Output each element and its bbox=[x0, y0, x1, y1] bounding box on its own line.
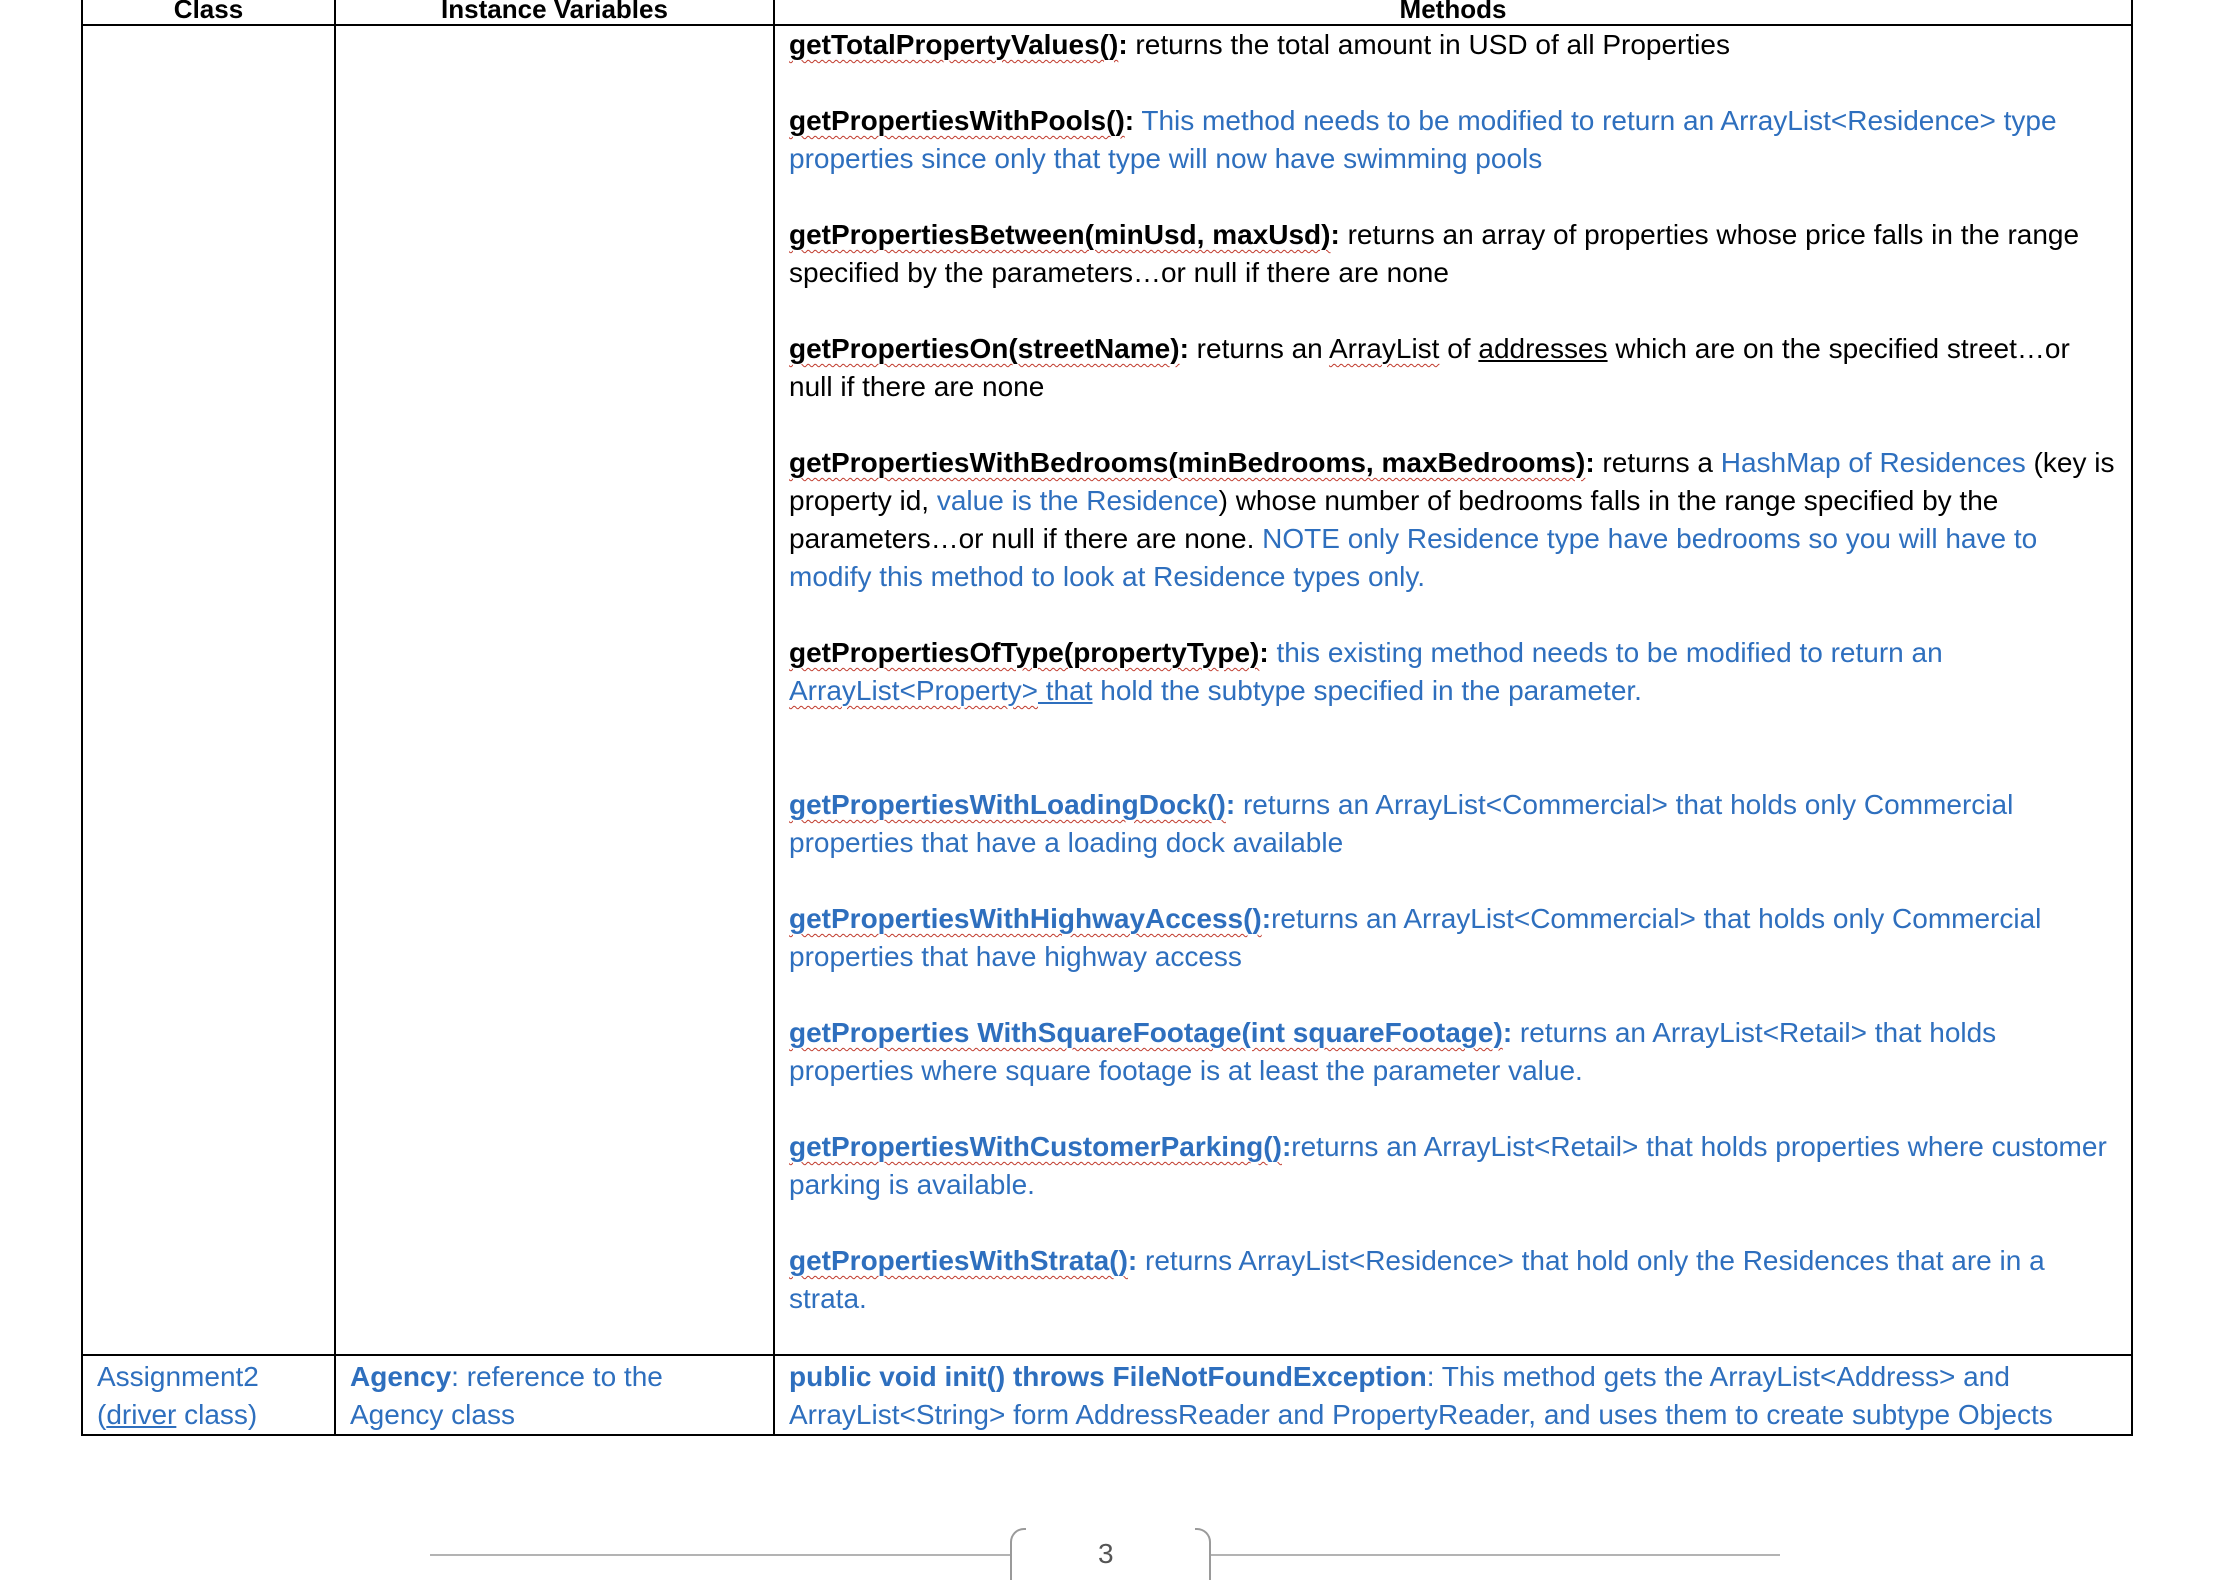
class-spec-table bbox=[81, 0, 2133, 1436]
method-entry: getPropertiesWithBedrooms(minBedrooms, maxBedrooms): returns a HashMap of Residences (key is property id, value is the Residence) whose number of bedrooms falls in the range specified by the parameters…or null if there are none. NOTE only Residence type have bedrooms so you will have to modify this method to look at Residence types only. bbox=[789, 447, 2115, 592]
method-description: returns an ArrayList<Retail> that holds properties where square footage is at least the parameter value. bbox=[789, 1017, 1997, 1086]
class-name: Assignment2 bbox=[97, 1361, 259, 1392]
class-cell-empty bbox=[82, 25, 335, 1355]
method-entry: getPropertiesWithPools(): This method needs to be modified to return an ArrayList<Residence> type properties since only that type will now have swimming pools bbox=[789, 105, 2057, 174]
method-entry: getPropertiesWithStrata(): returns ArrayList<Residence> that hold only the Residences that are in a strata. bbox=[789, 1245, 2045, 1314]
page-number: 3 bbox=[1098, 1538, 1114, 1569]
method-entry: getPropertiesWithLoadingDock(): returns an ArrayList<Commercial> that holds only Commercial properties that have a loading dock available bbox=[789, 789, 2014, 858]
header-methods: Methods bbox=[774, 0, 2132, 25]
method-description: : This method gets the ArrayList<Address> and ArrayList<String> form AddressReader and PropertyReader, and uses them to create subtype Objects bbox=[789, 1361, 2053, 1430]
method-description: returns an ArrayList<Retail> that holds properties where customer parking is available. bbox=[789, 1131, 2107, 1200]
method-signature: getPropertiesWithHighwayAccess() bbox=[789, 903, 1262, 934]
vars-cell-empty bbox=[335, 25, 774, 1355]
method-description: returns an ArrayList<Commercial> that holds only Commercial properties that have a loading dock available bbox=[789, 789, 2014, 858]
variable-name: Agency bbox=[350, 1361, 452, 1392]
method-signature: getPropertiesWithPools() bbox=[789, 105, 1125, 136]
method-signature: getPropertiesWithBedrooms(minBedrooms, maxBedrooms) bbox=[789, 447, 1586, 478]
header-instance-variables: Instance Variables bbox=[335, 0, 774, 25]
variable-description: : reference to the Agency class bbox=[350, 1361, 663, 1430]
method-description: returns an ArrayList<Commercial> that holds only Commercial properties that have highway access bbox=[789, 903, 2042, 972]
method-signature: getPropertiesWithLoadingDock() bbox=[789, 789, 1226, 820]
agency-row bbox=[82, 25, 2132, 1355]
methods-cell bbox=[774, 25, 2132, 1355]
method-signature: getPropertiesBetween(minUsd, maxUsd) bbox=[789, 219, 1331, 250]
method-description: returns an array of properties whose price falls in the range specified by the parameters…or null if there are none bbox=[789, 219, 2080, 288]
method-entry: getPropertiesOfType(propertyType): this existing method needs to be modified to return an ArrayList<Property> that hold the subtype specified in the parameter. bbox=[789, 637, 1943, 706]
footer-bracket-right bbox=[1195, 1528, 1211, 1580]
header-row bbox=[82, 0, 2132, 25]
footer-bracket-left bbox=[1010, 1528, 1026, 1580]
method-signature: getPropertiesWithCustomerParking() bbox=[789, 1131, 1282, 1162]
method-entry: getPropertiesOn(streetName): returns an ArrayList of addresses which are on the specified street…or null if there are none bbox=[789, 333, 2070, 402]
class-cell-assignment2: Assignment2 (driver class) bbox=[82, 1355, 335, 1435]
method-signature: getTotalPropertyValues() bbox=[789, 29, 1119, 60]
page-footer bbox=[430, 1520, 1780, 1567]
method-signature: public void init() throws FileNotFoundException bbox=[789, 1361, 1427, 1392]
method-entry: getTotalPropertyValues(): returns the total amount in USD of all Properties bbox=[789, 29, 1730, 60]
header-class: Class bbox=[82, 0, 335, 25]
method-entry: getPropertiesWithHighwayAccess():returns an ArrayList<Commercial> that holds only Commercial properties that have highway access bbox=[789, 903, 2042, 972]
vars-cell-agency bbox=[335, 1355, 774, 1435]
method-entry: getPropertiesBetween(minUsd, maxUsd): returns an array of properties whose price falls in the range specified by the parameters…or null if there are none bbox=[789, 219, 2080, 288]
assignment2-row bbox=[82, 1355, 2132, 1435]
footer-rule-left bbox=[430, 1554, 1010, 1556]
method-description: returns the total amount in USD of all Properties bbox=[1127, 29, 1730, 60]
method-signature: getPropertiesWithStrata() bbox=[789, 1245, 1128, 1276]
method-entry: getPropertiesWithCustomerParking():returns an ArrayList<Retail> that holds properties where customer parking is available. bbox=[789, 1131, 2107, 1200]
method-signature: getPropertiesOfType(propertyType) bbox=[789, 637, 1260, 668]
method-signature: getProperties WithSquareFootage(int squareFootage) bbox=[789, 1017, 1503, 1048]
method-description: This method needs to be modified to return an ArrayList<Residence> type properties since only that type will now have swimming pools bbox=[789, 105, 2057, 174]
method-description: returns ArrayList<Residence> that hold only the Residences that are in a strata. bbox=[789, 1245, 2045, 1314]
methods-cell-init bbox=[774, 1355, 2132, 1435]
driver-word: driver bbox=[106, 1399, 177, 1430]
method-entry: getProperties WithSquareFootage(int squareFootage): returns an ArrayList<Retail> that holds properties where square footage is at least the parameter value. bbox=[789, 1017, 1997, 1086]
footer-rule-right bbox=[1211, 1554, 1780, 1556]
method-signature: getPropertiesOn(streetName) bbox=[789, 333, 1180, 364]
